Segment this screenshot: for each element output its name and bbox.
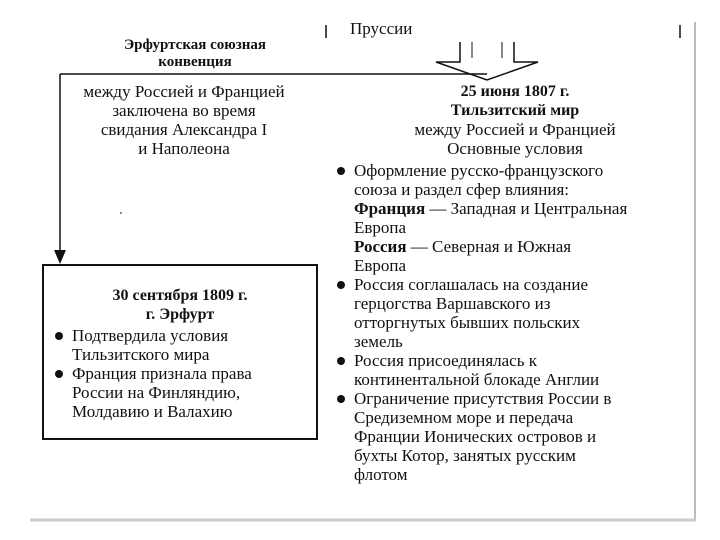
russia-sphere-text: Европа [354,256,407,275]
tilsit-condition-item [334,161,694,275]
erfurt-convention-title-line2: конвенция [158,54,232,70]
erfurt-box-item [52,364,308,421]
erfurt-box-item-text: Подтвердила условия [72,326,229,345]
tilsit-conditions-heading: Основные условия [447,139,583,158]
erfurt-box-date: 30 сентября 1809 г. [112,287,248,304]
tilsit-subtitle: между Россией и Францией [414,120,616,139]
tilsit-condition-text: флотом [354,465,408,484]
erfurt-convention-desc-line3: свидания Александра I [100,120,268,139]
tilsit-condition-text: герцогства Варшавского из [354,294,551,313]
erfurt-box-item [52,326,308,364]
russia-label: Россия [354,237,407,256]
russia-sphere-text: — Северная и Южная [406,237,572,256]
tilsit-condition-text: земель [354,332,403,351]
erfurt-box-item-text: Франция признала права [72,364,252,383]
erfurt-box-item-text: Тильзитского мира [72,345,210,364]
tilsit-condition-text: Средиземном море и передача [354,408,574,427]
france-label: Франция [354,199,426,218]
tilsit-date: 25 июня 1807 г. [460,83,570,100]
tilsit-conditions-list [334,161,694,484]
erfurt-convention-desc-line2: заключена во время [112,101,256,120]
tilsit-condition-text: Оформление русско-французского [354,161,604,180]
erfurt-box-list [52,326,308,421]
tilsit-header [340,82,690,158]
france-sphere-text: Европа [354,218,407,237]
erfurt-1809-box [42,264,318,440]
tilsit-condition-text: Франции Ионических островов и [354,427,597,446]
tilsit-condition-item [334,351,694,389]
tilsit-condition-text: Россия присоединялась к [354,351,537,370]
erfurt-box-item-text: России на Финляндию, [72,383,241,402]
erfurt-box-item-text: Молдавию и Валахию [72,402,233,421]
down-arrow-head [54,250,66,264]
tilsit-condition-text: союза и раздел сфер влияния: [354,180,569,199]
erfurt-convention-desc-line4: и Наполеона [138,139,230,158]
tilsit-condition-text: континентальной блокаде Англии [354,370,600,389]
france-sphere-text: — Западная и Центральная [425,199,628,218]
tilsit-condition-text: Россия соглашалась на создание [354,275,589,294]
prussia-fragment: Пруссии [350,19,413,38]
erfurt-convention-title [90,37,300,71]
russia-sphere [354,237,694,256]
erfurt-convention-desc-line1: между Россией и Францией [83,82,285,101]
erfurt-convention-title-line1: Эрфуртская союзная [123,37,267,53]
france-sphere [354,199,694,218]
erfurt-box-place: г. Эрфурт [145,306,215,323]
tilsit-condition-text: отторгнутых бывших польских [354,313,581,332]
tilsit-title: Тильзитский мир [450,102,580,119]
tilsit-condition-text: бухты Котор, занятых русским [354,446,576,465]
erfurt-convention-description [55,82,313,158]
tilsit-condition-text: Ограничение присутствия России в [354,389,612,408]
tilsit-condition-item [334,389,694,484]
scan-speck [120,212,122,214]
tilsit-condition-item [334,275,694,351]
